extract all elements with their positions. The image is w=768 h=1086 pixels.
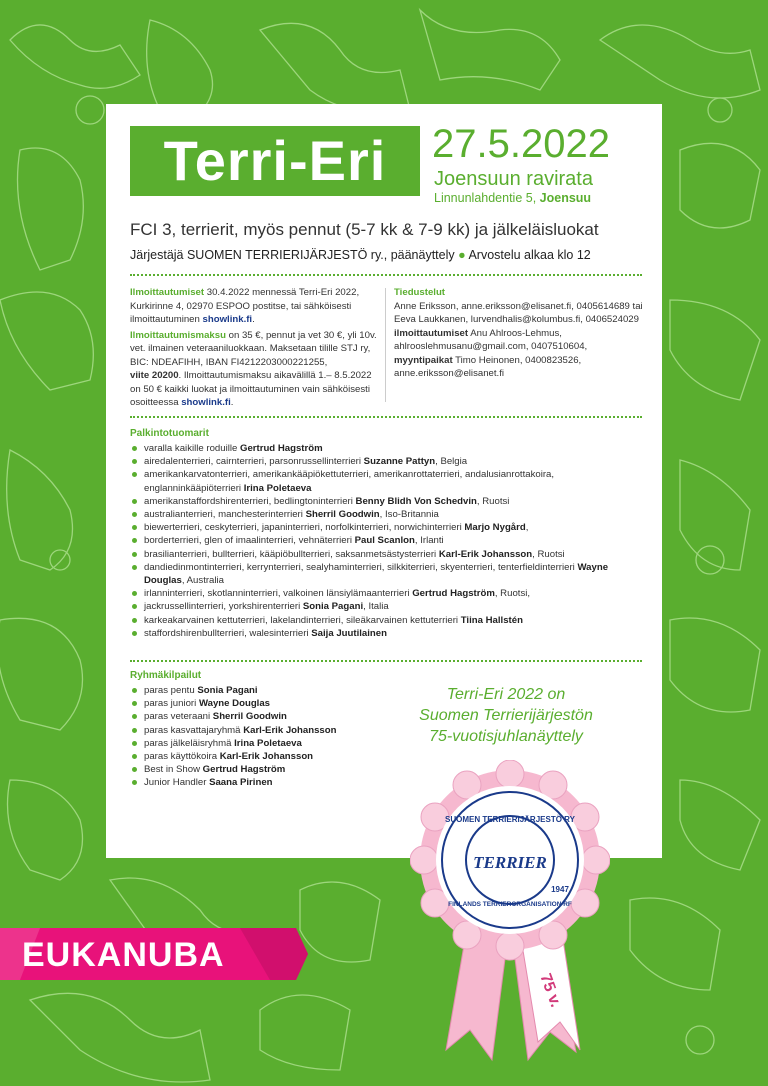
item-name: Sherril Goodwin xyxy=(305,509,380,521)
jubilee-line-1: Terri-Eri 2022 on xyxy=(446,686,566,703)
item-name: Sonia Pagani xyxy=(302,601,364,613)
fee-link[interactable]: showlink.fi xyxy=(181,397,231,408)
list-item xyxy=(130,763,390,776)
judging-start: Arvostelu alkaa klo 12 xyxy=(468,248,591,262)
item-name: Paul Scanlon xyxy=(354,535,415,547)
item-name: Gertrud Hagström xyxy=(239,443,323,454)
rosette-year: 1947 xyxy=(551,885,569,894)
fee-text: on 35 €, pennut ja vet 30 €, yli 10v. vet. ilmainen veteraaniluokkaan. Maksetaan tilille STJ ry, BIC: NDEAFIHH, IBAN FI4212203000221255, xyxy=(130,329,377,368)
jubilee-line-2: Suomen Terrierijärjestön xyxy=(419,707,593,724)
list-item xyxy=(130,521,642,534)
column-divider xyxy=(385,288,386,402)
event-venue: Joensuun ravirata xyxy=(434,168,593,190)
item-name: Wayne Douglas xyxy=(198,698,271,710)
inquiries-sales-text: Timo Heinonen, 0400823526, anne.eriksson@elisanet.fi xyxy=(394,354,582,379)
fee-paragraph xyxy=(130,329,378,410)
item-name: Karl-Erik Johansson xyxy=(243,724,337,736)
item-country: , xyxy=(525,522,529,534)
inquiries-reg-label: ilmoittautumiset xyxy=(394,327,469,339)
item-name: Sherril Goodwin xyxy=(212,711,287,723)
item-text: amerikankarvatonterrieri, amerikankääpiökettuterrieri, amerikanrottaterrieri, andalusianrottakoira, englanninkääpiöterrieri xyxy=(144,469,555,494)
fee-label: Ilmoittautumismaksu xyxy=(130,329,226,341)
list-item xyxy=(130,627,642,640)
inquiries-reg-text: Anu Ahlroos-Lehmus, ahlrooslehmusanu@gmail.com, 0407510604, xyxy=(394,327,588,352)
list-item xyxy=(130,468,642,494)
event-title: Terri-Eri xyxy=(130,126,420,196)
rosette-ring-bottom: FINLANDS TERRIERORGANISATION RF xyxy=(448,901,572,908)
groups-list xyxy=(130,684,390,790)
item-name: Benny Blidh Von Schedvin xyxy=(355,495,477,507)
item-text: Best in Show xyxy=(144,764,203,776)
event-address xyxy=(434,190,591,206)
item-text: Junior Handler xyxy=(144,777,210,789)
groups-heading: Ryhmäkilpailut xyxy=(130,670,202,681)
item-text: paras pentu xyxy=(144,685,198,696)
item-text: airedalenterrieri, cairnterrieri, parsonrussellinterrieri xyxy=(144,456,364,468)
item-text: brasilianterrieri, bullterrieri, kääpiöbullterrieri, saksanmetsästysterrieri xyxy=(144,548,439,560)
item-name: Tiina Hallstén xyxy=(460,614,523,626)
registration-block xyxy=(130,286,378,410)
dotted-divider xyxy=(130,660,642,662)
item-country: , Ruotsi xyxy=(532,548,565,560)
fee-end: . xyxy=(230,397,234,408)
registration-text: 30.4.2022 mennessä Terri-Eri 2022, Kurkirinne 4, 02970 ESPOO postitse, tai sähköisesti ilmoittautuminen xyxy=(130,287,360,325)
judges-heading: Palkintotuomarit xyxy=(130,428,209,439)
bullet-dot-icon: ● xyxy=(458,248,469,262)
item-text: australianterrieri, manchesterinterrieri xyxy=(144,509,306,521)
rosette-badge xyxy=(410,760,610,1070)
item-name: Saija Juutilainen xyxy=(311,627,387,639)
item-text: paras kasvattajaryhmä xyxy=(144,724,244,736)
item-country: , Australia xyxy=(181,575,224,587)
list-item xyxy=(130,776,390,789)
item-text: paras käyttökoira xyxy=(144,751,220,763)
item-name: Karl-Erik Johansson xyxy=(438,548,533,560)
item-country: , Belgia xyxy=(435,456,468,468)
item-text: karkeakarvainen kettuterrieri, lakelandinterrieri, sileäkarvainen kettuterrieri xyxy=(144,614,461,626)
item-text: varalla kaikille roduille xyxy=(144,443,240,454)
item-country: , Ruotsi xyxy=(476,495,510,507)
list-item xyxy=(130,737,390,750)
registration-paragraph xyxy=(130,286,378,327)
item-text: paras juniori xyxy=(144,698,199,710)
list-item xyxy=(130,724,390,737)
fee-reference: viite 20200 xyxy=(130,370,179,381)
dotted-divider xyxy=(130,274,642,276)
inquiries-text: Anne Eriksson, anne.eriksson@elisanet.fi, 0405614689 tai Eeva Laukkanen, lurvendhalis@kolumbus.fi, 0406524029 xyxy=(394,300,643,325)
list-item xyxy=(130,455,642,468)
jubilee-note xyxy=(386,684,626,747)
address-city: Joensuu xyxy=(539,191,592,205)
item-country: , Ruotsi, xyxy=(494,588,531,600)
item-name: Sonia Pagani xyxy=(197,685,258,696)
list-item xyxy=(130,495,642,508)
item-text: dandiedinmontinterrieri, kerrynterrieri, sealyhaminterrieri, silkkiterrieri, skyenterrieri, tenterfieldinterrieri xyxy=(144,561,578,573)
list-item xyxy=(130,600,642,613)
list-item xyxy=(130,508,642,521)
content-card xyxy=(106,104,662,858)
item-name: Wayne Douglas xyxy=(144,561,609,587)
item-name: Marjo Nygård xyxy=(464,522,526,534)
item-text: jackrussellinterrieri, yorkshirenterrieri xyxy=(144,601,303,613)
organizer-line xyxy=(130,248,591,262)
item-text: paras veteraani xyxy=(144,711,213,723)
inquiries-registration xyxy=(394,327,644,354)
item-name: Karl-Erik Johansson xyxy=(219,751,314,763)
inquiries-sales xyxy=(394,354,644,381)
list-item xyxy=(130,534,642,547)
item-country: , Italia xyxy=(363,601,389,613)
list-item xyxy=(130,684,390,697)
item-name: Irina Poletaeva xyxy=(243,482,312,494)
list-item xyxy=(130,561,642,587)
jubilee-line-3: 75-vuotisjuhlanäyttely xyxy=(429,728,583,745)
sponsor-logo-text: EUKANUBA xyxy=(22,936,225,974)
list-item xyxy=(130,587,642,600)
list-item xyxy=(130,710,390,723)
item-name: Irina Poletaeva xyxy=(234,737,302,749)
item-text: irlanninterrieri, skotlanninterrieri, valkoinen länsiylämaanterrieri xyxy=(144,588,413,600)
list-item xyxy=(130,750,390,763)
inquiries-block xyxy=(394,286,644,381)
inquiries-label: Tiedustelut xyxy=(394,287,445,298)
rosette-ribbon-text: 75 v. xyxy=(536,971,565,1010)
list-item xyxy=(130,614,642,627)
item-name: Saana Pirinen xyxy=(209,777,273,789)
rosette-ring-top: SUOMEN TERRIERIJÄRJESTÖ RY xyxy=(445,815,575,824)
registration-end: . xyxy=(252,314,255,325)
address-street: Linnunlahdentie 5, xyxy=(434,191,537,205)
item-name: Gertrud Hagström xyxy=(202,764,286,776)
list-item xyxy=(130,697,390,710)
item-country: , Iso-Britannia xyxy=(379,509,439,521)
item-name: Gertrud Hagström xyxy=(412,588,495,600)
event-date: 27.5.2022 xyxy=(432,122,610,166)
item-text: borderterrieri, glen of imaalinterrieri, vehnäterrieri xyxy=(144,535,355,547)
item-text: staffordshirenbullterrieri, walesinterrieri xyxy=(144,627,312,639)
item-country: , Irlanti xyxy=(414,535,444,547)
item-text: paras jälkeläisryhmä xyxy=(144,737,235,749)
item-text: amerikanstaffordshirenterrieri, bedlingtoninterrieri xyxy=(144,495,356,507)
event-subtitle: FCI 3, terrierit, myös pennut (5-7 kk & 7-9 kk) ja jälkeläisluokat xyxy=(130,220,599,239)
list-item xyxy=(130,442,642,455)
registration-link[interactable]: showlink.fi xyxy=(202,314,253,325)
organizer: Järjestäjä SUOMEN TERRIERIJÄRJESTÖ ry., päänäyttely xyxy=(130,248,455,262)
inquiries-sales-label: myyntipaikat xyxy=(394,354,453,366)
registration-label: Ilmoittautumiset xyxy=(130,287,205,298)
item-name: Suzanne Pattyn xyxy=(363,456,436,468)
fee-text2: . Ilmoittautumismaksu aikavälillä 1.– 8.5.2022 on 50 € kaikki luokat ja ilmoittautuminen vain sähköisesti osoitteessa xyxy=(130,370,372,408)
rosette-center-text: TERRIER xyxy=(473,853,547,872)
dotted-divider xyxy=(130,416,642,418)
judges-list xyxy=(130,442,642,640)
item-text: biewerterrieri, ceskyterrieri, japaninterrieri, norfolkinterrieri, norwichinterrieri xyxy=(144,522,465,534)
list-item xyxy=(130,548,642,561)
